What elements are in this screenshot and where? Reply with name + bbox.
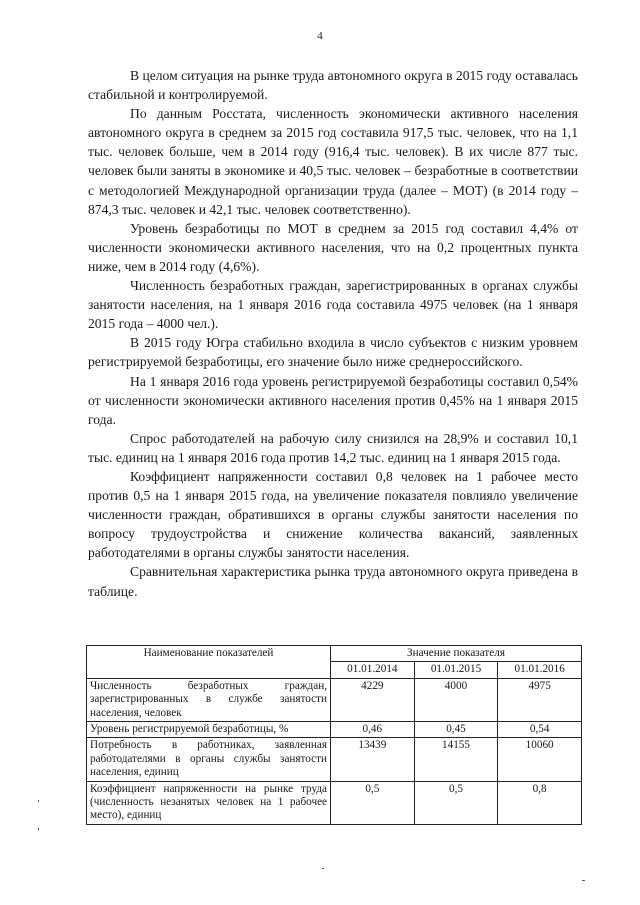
row-label: Коэффициент напряженности на рынке труда (численность незанятых человек на 1 рабочее место), единиц	[87, 781, 331, 824]
row-value: 0,45	[414, 722, 498, 738]
row-value: 0,5	[331, 781, 415, 824]
table-header-row	[87, 646, 582, 662]
paragraph: Спрос работодателей на рабочую силу снизился на 28,9% и составил 10,1 тыс. единиц на 1 января 2016 года против 14,2 тыс. единиц на 1 января 2015 года.	[88, 430, 578, 465]
paragraph: По данным Росстата, численность экономически активного населения автономного округа в среднем за 2015 год составила 917,5 тыс. человек, что на 1,1 тыс. человек больше, чем в 2014 году (916,4 тыс. человек). В их числе 877 тыс. человек были заняты в экономике и 40,5 тыс. человек – безработные в соответствии с методологией Международной организации труда (далее – МОТ) (в 2014 году – 874,3 тыс. человек и 42,1 тыс. человек соответственно).	[88, 106, 578, 217]
row-value: 10060	[498, 738, 582, 781]
table-row	[87, 738, 582, 781]
table-row	[87, 781, 582, 824]
paragraph: Сравнительная характеристика рынка труда автономного округа приведена в таблице.	[88, 564, 578, 599]
paragraph: Уровень безработицы по МОТ в среднем за 2015 год составил 4,4% от численности экономически активного населения, что на 0,2 процентных пункта ниже, чем в 2014 году (4,6%).	[88, 220, 578, 274]
row-value: 0,54	[498, 722, 582, 738]
header-date: 01.01.2015	[414, 662, 498, 678]
paragraph: Численность безработных граждан, зарегистрированных в органах службы занятости населения, на 1 января 2016 года составила 4975 человек (на 1 января 2015 года – 4000 чел.).	[88, 278, 578, 332]
row-value: 4975	[498, 678, 582, 721]
scan-speck	[322, 868, 324, 869]
row-value: 0,8	[498, 781, 582, 824]
header-date: 01.01.2016	[498, 662, 582, 678]
document-body	[88, 66, 578, 601]
paragraph: На 1 января 2016 года уровень регистрируемой безработицы составил 0,54% от численности экономически активного населения против 0,45% на 1 января 2015 года.	[88, 373, 578, 427]
paragraph: В целом ситуация на рынке труда автономного округа в 2015 году оставалась стабильной и контролируемой.	[88, 68, 578, 103]
row-value: 14155	[414, 738, 498, 781]
header-date: 01.01.2014	[331, 662, 415, 678]
paragraph: Коэффициент напряженности составил 0,8 человек на 1 рабочее место против 0,5 на 1 января 2015 года, на увеличение показателя повлияло увеличение численности граждан, обратившихся в органы службы занятости населения по вопросу трудоустройства и снижение количества вакансий, заявленных работодателями в органы службы занятости населения.	[88, 468, 578, 561]
table-row	[87, 678, 582, 721]
scan-speck	[38, 800, 39, 802]
row-value: 13439	[331, 738, 415, 781]
table-row	[87, 722, 582, 738]
row-value: 4229	[331, 678, 415, 721]
header-indicator-name: Наименование показателей	[87, 646, 331, 679]
page-number: 4	[317, 30, 323, 42]
row-label: Потребность в работниках, заявленная работодателями в органы службы занятости населения, единиц	[87, 738, 331, 781]
row-label: Численность безработных граждан, зарегистрированных в службе занятости населения, человек	[87, 678, 331, 721]
row-value: 0,46	[331, 722, 415, 738]
row-value: 0,5	[414, 781, 498, 824]
paragraph: В 2015 году Югра стабильно входила в число субъектов с низким уровнем регистрируемой безработицы, его значение было ниже среднероссийского.	[88, 335, 578, 370]
row-value: 4000	[414, 678, 498, 721]
header-indicator-value: Значение показателя	[331, 646, 582, 662]
row-label: Уровень регистрируемой безработицы, %	[87, 722, 331, 738]
scan-speck	[38, 828, 39, 830]
scan-speck	[582, 880, 585, 881]
labor-market-table	[86, 645, 582, 825]
